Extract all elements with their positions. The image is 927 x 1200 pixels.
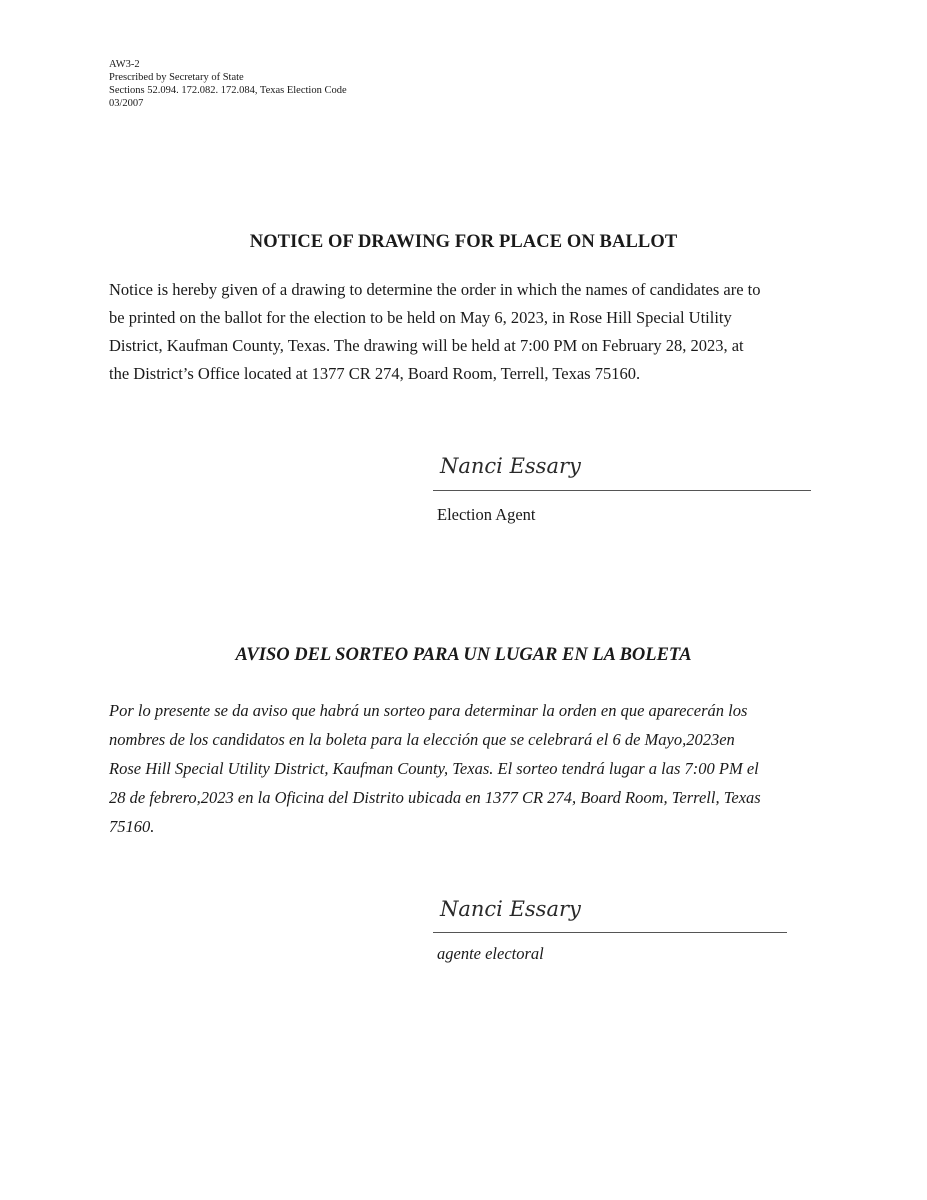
spanish-signature-caption: agente electoral bbox=[437, 944, 544, 963]
english-body-line: Notice is hereby given of a drawing to determine the order in which the names of candidates are to bbox=[109, 280, 761, 299]
form-id: AW3-2 bbox=[109, 59, 140, 70]
english-body-line: be printed on the ballot for the election to be held on May 6, 2023, in Rose Hill Special Utility bbox=[109, 308, 732, 327]
english-body-line: the District’s Office located at 1377 CR 274, Board Room, Terrell, Texas 75160. bbox=[109, 364, 641, 383]
spanish-signature-line bbox=[433, 932, 787, 933]
english-title: NOTICE OF DRAWING FOR PLACE ON BALLOT bbox=[249, 232, 678, 252]
spanish-body-line: 75160. bbox=[109, 817, 155, 836]
english-notice-body bbox=[109, 276, 829, 388]
form-header bbox=[109, 58, 347, 110]
spanish-body-line: 28 de febrero,2023 en la Oficina del Distrito ubicada en 1377 CR 274, Board Room, Terrell, Texas bbox=[109, 788, 761, 807]
english-signature-line bbox=[433, 490, 811, 491]
code-sections: Sections 52.094. 172.082. 172.084, Texas Election Code bbox=[109, 85, 347, 96]
spanish-signature: Nanci Essary bbox=[440, 897, 581, 921]
english-signature-caption: Election Agent bbox=[437, 505, 536, 524]
prescribed-by: Prescribed by Secretary of State bbox=[109, 72, 244, 83]
spanish-notice-body bbox=[109, 696, 829, 841]
english-signature: Nanci Essary bbox=[440, 454, 581, 478]
english-body-line: District, Kaufman County, Texas. The drawing will be held at 7:00 PM on February 28, 2023, at bbox=[109, 336, 744, 355]
form-revision: 03/2007 bbox=[109, 98, 144, 109]
spanish-body-line: nombres de los candidatos en la boleta para la elección que se celebrará el 6 de Mayo,2023en bbox=[109, 730, 735, 749]
spanish-title: AVISO DEL SORTEO PARA UN LUGAR EN LA BOLETA bbox=[235, 645, 692, 665]
spanish-body-line: Rose Hill Special Utility District, Kaufman County, Texas. El sorteo tendrá lugar a las 7:00 PM el bbox=[109, 759, 759, 778]
spanish-body-line: Por lo presente se da aviso que habrá un sorteo para determinar la orden en que aparecerán los bbox=[109, 701, 748, 720]
